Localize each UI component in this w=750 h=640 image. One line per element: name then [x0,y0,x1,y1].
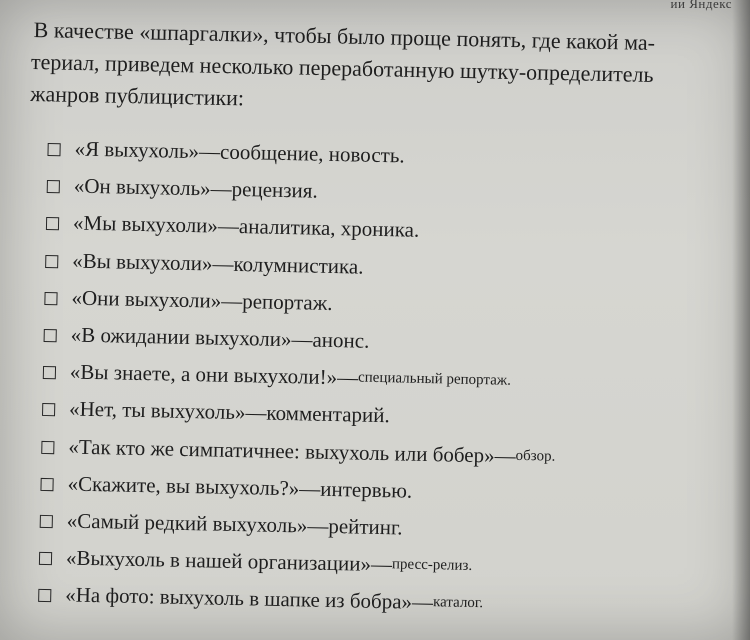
item-genre: колумнистика. [233,251,364,279]
item-genre: специальный репортаж. [357,369,512,389]
list-item: «Мы выхухоли» — аналитика, хроника. [46,204,727,255]
list-item: «Нет, ты выхухоль» — комментарий. [42,390,723,441]
list-item: «Вы знаете, а они выхухоли!» — специальный репортаж. [43,353,724,404]
checkbox-bullet-icon [47,143,60,156]
checkbox-bullet-icon [42,403,55,416]
item-quote: «Скажите, вы выхухоль?» [67,471,300,501]
checkbox-bullet-icon [44,329,57,342]
checkbox-bullet-icon [40,478,53,491]
list-item: «На фото: выхухоль в шапке из бобра» — каталог. [38,576,719,627]
item-genre: аналитика, хроника. [238,214,420,243]
item-genre: сообщение, новость. [219,139,405,168]
checkbox-bullet-icon [46,217,59,230]
intro-paragraph [32,14,724,124]
checkbox-bullet-icon [39,552,52,565]
item-quote: «На фото: выхухоль в шапке из бобра» [65,582,413,615]
checkbox-bullet-icon [44,292,57,305]
genre-list [38,130,728,628]
item-quote: «Нет, ты выхухоль» [68,396,246,425]
item-genre: рецензия. [231,177,318,203]
item-genre: обзор. [515,447,556,465]
list-item: «Так кто же симпатичнее: выхухоль или бобер» — обзор. [41,427,722,478]
item-quote: «Вы знаете, а они выхухоли!» [69,359,338,390]
list-item: «В ожидании выхухоли» — анонс. [43,316,724,367]
checkbox-bullet-icon [47,180,60,193]
checkbox-bullet-icon [45,255,58,268]
intro-line-3: жанров публицистики: [30,80,245,111]
list-item: «Скажите, вы выхухоль?» — интервью. [40,465,721,516]
item-quote: «Мы выхухоли» [72,211,219,239]
checkbox-bullet-icon [38,589,51,602]
item-genre: репортаж. [241,288,333,315]
list-item: «Они выхухоли» — репортаж. [44,279,725,330]
checkbox-bullet-icon [40,515,53,528]
intro-line-2: териал, приведем несколько переработанную шутку-определитель [30,48,654,87]
list-item: «Он выхухоль» — рецензия. [46,167,727,218]
list-item: «Вы выхухоли» — колумнистика. [45,242,726,293]
item-quote: «Выхухоль в нашей организации» [65,545,372,577]
item-genre: каталог. [432,594,484,612]
item-quote: «Они выхухоли» [71,285,222,313]
item-genre: рейтинг. [328,513,403,540]
checkbox-bullet-icon [41,441,54,454]
list-item: «Выхухоль в нашей организации» — пресс-релиз. [39,539,720,590]
item-quote: «Вы выхухоли» [72,248,213,276]
item-quote: «Самый редкий выхухоль» [66,508,308,538]
list-item: «Самый редкий выхухоль» — рейтинг. [39,502,720,553]
list-item: «Я выхухоль» — сообщение, новость. [47,130,728,181]
item-genre: комментарий. [266,401,391,428]
item-quote: «Я выхухоль» [74,136,200,164]
item-genre: интервью. [320,476,413,503]
page-edge-shadow [732,0,750,640]
item-quote: «В ожидании выхухоли» [70,322,292,352]
intro-line-1: В качестве «шпаргалки», чтобы было проще понять, где какой ма- [33,16,656,56]
item-quote: «Он выхухоль» [73,173,211,201]
cut-off-header-text: ии Яндекс [670,0,732,11]
checkbox-bullet-icon [43,366,56,379]
item-genre: пресс-релиз. [391,556,473,575]
item-genre: анонс. [312,327,370,353]
item-quote: «Так кто же симпатичнее: выхухоль или бобер» [68,434,495,468]
